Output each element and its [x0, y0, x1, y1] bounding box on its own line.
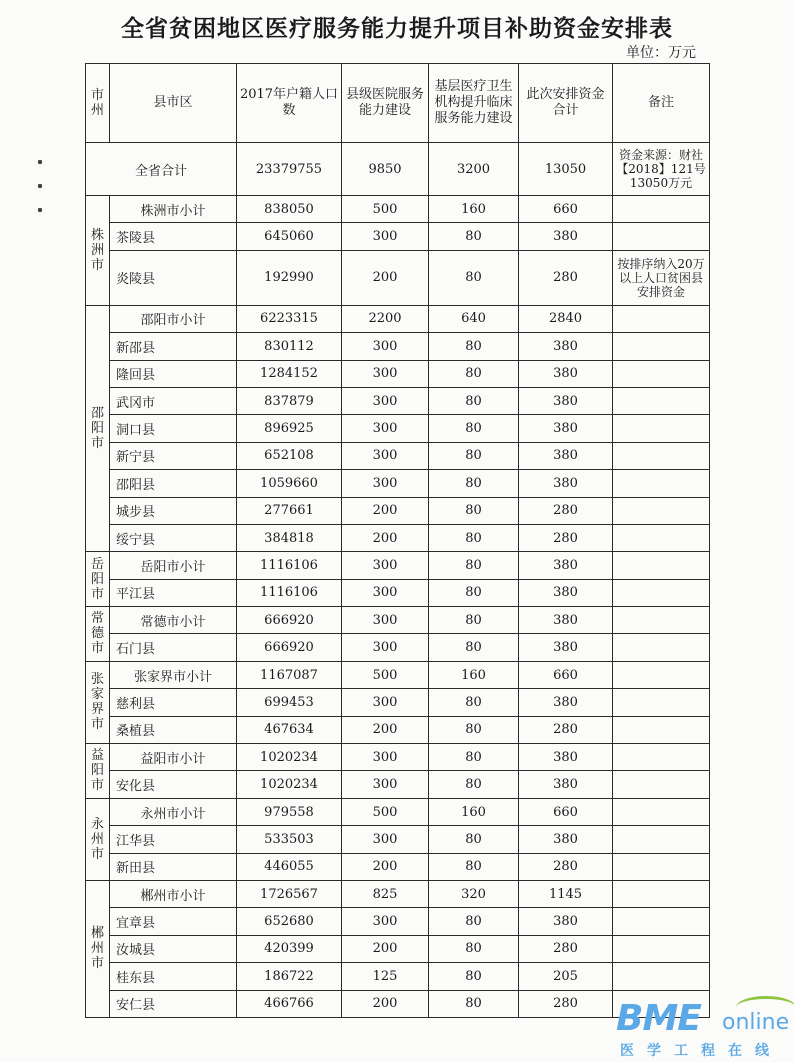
- note-cell: [613, 470, 710, 497]
- subtotal-name: 张家界市小计: [110, 661, 237, 688]
- population-cell: 186722: [237, 963, 342, 990]
- note-cell: [613, 798, 710, 825]
- province-note: 资金来源：财社【2018】121号13050万元: [613, 143, 710, 196]
- total-cell: 1145: [519, 880, 613, 907]
- hospital-cell: 300: [342, 470, 429, 497]
- total-cell: 380: [519, 826, 613, 853]
- subtotal-row: [86, 552, 710, 579]
- hospital-cell: 200: [342, 990, 429, 1017]
- population-cell: 467634: [237, 716, 342, 743]
- total-cell: 2840: [519, 305, 613, 332]
- county-row: [86, 935, 710, 962]
- city-cell: [86, 552, 110, 607]
- grassroots-cell: 80: [429, 716, 519, 743]
- population-cell: 420399: [237, 935, 342, 962]
- grassroots-cell: 80: [429, 634, 519, 661]
- county-row: [86, 223, 710, 250]
- population-cell: 1116106: [237, 579, 342, 606]
- note-cell: [613, 935, 710, 962]
- grassroots-cell: 640: [429, 305, 519, 332]
- hospital-cell: 300: [342, 744, 429, 771]
- grassroots-cell: 80: [429, 908, 519, 935]
- total-cell: 380: [519, 415, 613, 442]
- note-cell: [613, 963, 710, 990]
- total-cell: 380: [519, 607, 613, 634]
- total-cell: 280: [519, 716, 613, 743]
- allocation-table-wrapper: [85, 63, 709, 1018]
- note-cell: [613, 442, 710, 469]
- subtotal-row: [86, 607, 710, 634]
- county-name: 绥宁县: [110, 524, 237, 551]
- grassroots-cell: 80: [429, 607, 519, 634]
- total-cell: 280: [519, 250, 613, 305]
- hospital-cell: 200: [342, 716, 429, 743]
- unit-label: 单位：万元: [626, 45, 696, 61]
- header-city: 市州: [86, 64, 110, 143]
- county-name: 桂东县: [110, 963, 237, 990]
- city-cell: [86, 880, 110, 1017]
- hospital-cell: 300: [342, 360, 429, 387]
- watermark-logo: [616, 996, 792, 1060]
- subtotal-name: 郴州市小计: [110, 880, 237, 907]
- population-cell: 1167087: [237, 661, 342, 688]
- county-name: 平江县: [110, 579, 237, 606]
- county-name: 城步县: [110, 497, 237, 524]
- page-title: 全省贫困地区医疗服务能力提升项目补助资金安排表: [121, 16, 673, 42]
- hospital-cell: 200: [342, 853, 429, 880]
- note-cell: [613, 305, 710, 332]
- county-row: [86, 771, 710, 798]
- city-name: 岳阳市: [90, 556, 104, 602]
- population-cell: 1020234: [237, 744, 342, 771]
- population-cell: 466766: [237, 990, 342, 1017]
- header-grassroots: 基层医疗卫生机构提升临床服务能力建设: [429, 64, 519, 143]
- hospital-cell: 500: [342, 196, 429, 223]
- total-cell: 380: [519, 689, 613, 716]
- city-cell: [86, 196, 110, 306]
- grassroots-cell: 80: [429, 579, 519, 606]
- note-cell: [613, 333, 710, 360]
- note-cell: [613, 196, 710, 223]
- county-row: [86, 442, 710, 469]
- hospital-cell: 300: [342, 607, 429, 634]
- population-cell: 1059660: [237, 470, 342, 497]
- population-cell: 666920: [237, 634, 342, 661]
- county-row: [86, 387, 710, 414]
- hospital-cell: 300: [342, 579, 429, 606]
- total-cell: 660: [519, 798, 613, 825]
- subtotal-row: [86, 798, 710, 825]
- hospital-cell: 300: [342, 333, 429, 360]
- total-cell: 380: [519, 771, 613, 798]
- population-cell: 699453: [237, 689, 342, 716]
- total-cell: 660: [519, 196, 613, 223]
- population-cell: 666920: [237, 607, 342, 634]
- county-name: 邵阳县: [110, 470, 237, 497]
- city-name: 永州市: [90, 816, 104, 862]
- population-cell: 533503: [237, 826, 342, 853]
- logo-suffix: online: [722, 1010, 790, 1035]
- total-cell: 380: [519, 579, 613, 606]
- scan-marks: [38, 160, 46, 232]
- city-name: 株洲市: [90, 227, 104, 273]
- grassroots-cell: 160: [429, 196, 519, 223]
- county-row: [86, 360, 710, 387]
- grassroots-cell: 80: [429, 442, 519, 469]
- county-name: 安化县: [110, 771, 237, 798]
- hospital-cell: 500: [342, 798, 429, 825]
- population-cell: 652108: [237, 442, 342, 469]
- county-name: 汝城县: [110, 935, 237, 962]
- grassroots-cell: 80: [429, 963, 519, 990]
- subtotal-row: [86, 744, 710, 771]
- hospital-cell: 300: [342, 442, 429, 469]
- subtotal-row: [86, 880, 710, 907]
- logo-subtitle: 医学工程在线: [620, 1043, 782, 1059]
- county-name: 武冈市: [110, 387, 237, 414]
- total-cell: 280: [519, 524, 613, 551]
- total-cell: 380: [519, 470, 613, 497]
- table-body: [86, 143, 710, 1018]
- city-name: 常德市: [90, 611, 104, 657]
- note-cell: [613, 607, 710, 634]
- note-cell: [613, 387, 710, 414]
- total-cell: 380: [519, 634, 613, 661]
- county-row: [86, 524, 710, 551]
- total-cell: 380: [519, 223, 613, 250]
- total-cell: 380: [519, 360, 613, 387]
- hospital-cell: 825: [342, 880, 429, 907]
- note-cell: [613, 880, 710, 907]
- header-row: [86, 64, 710, 143]
- hospital-cell: 300: [342, 689, 429, 716]
- province-total: 13050: [519, 143, 613, 196]
- city-name: 张家界市: [90, 672, 104, 733]
- province-hospital: 9850: [342, 143, 429, 196]
- city-cell: [86, 305, 110, 552]
- county-row: [86, 908, 710, 935]
- population-cell: 896925: [237, 415, 342, 442]
- county-row: [86, 579, 710, 606]
- grassroots-cell: 80: [429, 223, 519, 250]
- total-cell: 205: [519, 963, 613, 990]
- note-cell: [613, 497, 710, 524]
- hospital-cell: 200: [342, 250, 429, 305]
- scan-mark: [38, 160, 42, 164]
- county-name: 炎陵县: [110, 250, 237, 305]
- scan-mark: [38, 208, 42, 212]
- population-cell: 1284152: [237, 360, 342, 387]
- population-cell: 277661: [237, 497, 342, 524]
- subtotal-name: 株洲市小计: [110, 196, 237, 223]
- grassroots-cell: 160: [429, 798, 519, 825]
- total-cell: 660: [519, 661, 613, 688]
- hospital-cell: 200: [342, 524, 429, 551]
- province-population: 23379755: [237, 143, 342, 196]
- subtotal-row: [86, 661, 710, 688]
- total-cell: 380: [519, 744, 613, 771]
- county-name: 新田县: [110, 853, 237, 880]
- province-total-row: [86, 143, 710, 196]
- population-cell: 1726567: [237, 880, 342, 907]
- grassroots-cell: 80: [429, 853, 519, 880]
- grassroots-cell: 80: [429, 935, 519, 962]
- grassroots-cell: 80: [429, 689, 519, 716]
- hospital-cell: 300: [342, 223, 429, 250]
- county-row: [86, 826, 710, 853]
- county-row: [86, 470, 710, 497]
- hospital-cell: 200: [342, 497, 429, 524]
- population-cell: 446055: [237, 853, 342, 880]
- county-row: [86, 634, 710, 661]
- note-cell: [613, 415, 710, 442]
- city-name: 郴州市: [90, 926, 104, 972]
- hospital-cell: 300: [342, 387, 429, 414]
- county-name: 宜章县: [110, 908, 237, 935]
- note-cell: [613, 689, 710, 716]
- note-cell: [613, 908, 710, 935]
- population-cell: 6223315: [237, 305, 342, 332]
- note-cell: [613, 771, 710, 798]
- total-cell: 380: [519, 442, 613, 469]
- hospital-cell: 300: [342, 826, 429, 853]
- subtotal-name: 常德市小计: [110, 607, 237, 634]
- hospital-cell: 200: [342, 935, 429, 962]
- county-row: [86, 963, 710, 990]
- total-cell: 380: [519, 908, 613, 935]
- total-cell: 380: [519, 333, 613, 360]
- total-cell: 380: [519, 387, 613, 414]
- county-row: [86, 497, 710, 524]
- subtotal-name: 邵阳市小计: [110, 305, 237, 332]
- county-name: 江华县: [110, 826, 237, 853]
- county-row: [86, 333, 710, 360]
- note-cell: [613, 634, 710, 661]
- grassroots-cell: 80: [429, 990, 519, 1017]
- grassroots-cell: 80: [429, 552, 519, 579]
- grassroots-cell: 80: [429, 250, 519, 305]
- province-label: 全省合计: [86, 143, 237, 196]
- population-cell: 1116106: [237, 552, 342, 579]
- grassroots-cell: 80: [429, 497, 519, 524]
- note-cell: [613, 744, 710, 771]
- county-name: 茶陵县: [110, 223, 237, 250]
- hospital-cell: 300: [342, 634, 429, 661]
- subtotal-name: 岳阳市小计: [110, 552, 237, 579]
- hospital-cell: 300: [342, 415, 429, 442]
- note-cell: [613, 360, 710, 387]
- header-population: 2017年户籍人口数: [237, 64, 342, 143]
- county-name: 新宁县: [110, 442, 237, 469]
- grassroots-cell: 80: [429, 387, 519, 414]
- grassroots-cell: 320: [429, 880, 519, 907]
- note-cell: 按排序纳入20万以上人口贫困县安排资金: [613, 250, 710, 305]
- city-name: 邵阳市: [90, 406, 104, 452]
- grassroots-cell: 80: [429, 333, 519, 360]
- total-cell: 280: [519, 497, 613, 524]
- city-cell: [86, 798, 110, 880]
- county-name: 新邵县: [110, 333, 237, 360]
- scan-mark: [38, 184, 42, 188]
- note-cell: [613, 223, 710, 250]
- header-total: 此次安排资金合计: [519, 64, 613, 143]
- hospital-cell: 300: [342, 908, 429, 935]
- note-cell: [613, 552, 710, 579]
- hospital-cell: 2200: [342, 305, 429, 332]
- county-name: 安仁县: [110, 990, 237, 1017]
- header-note: 备注: [613, 64, 710, 143]
- grassroots-cell: 80: [429, 415, 519, 442]
- population-cell: 830112: [237, 333, 342, 360]
- county-row: [86, 716, 710, 743]
- hospital-cell: 300: [342, 552, 429, 579]
- city-name: 益阳市: [90, 748, 104, 794]
- population-cell: 1020234: [237, 771, 342, 798]
- city-cell: [86, 661, 110, 743]
- county-row: [86, 250, 710, 305]
- logo-brand: BME: [616, 998, 701, 1039]
- county-row: [86, 415, 710, 442]
- allocation-table: [85, 63, 710, 1018]
- total-cell: 280: [519, 935, 613, 962]
- grassroots-cell: 80: [429, 826, 519, 853]
- grassroots-cell: 80: [429, 744, 519, 771]
- population-cell: 192990: [237, 250, 342, 305]
- note-cell: [613, 661, 710, 688]
- header-county: 县市区: [110, 64, 237, 143]
- county-row: [86, 689, 710, 716]
- population-cell: 838050: [237, 196, 342, 223]
- subtotal-row: [86, 305, 710, 332]
- subtotal-row: [86, 196, 710, 223]
- county-name: 洞口县: [110, 415, 237, 442]
- county-name: 隆回县: [110, 360, 237, 387]
- note-cell: [613, 579, 710, 606]
- grassroots-cell: 160: [429, 661, 519, 688]
- population-cell: 979558: [237, 798, 342, 825]
- grassroots-cell: 80: [429, 771, 519, 798]
- population-cell: 652680: [237, 908, 342, 935]
- population-cell: 384818: [237, 524, 342, 551]
- subtotal-name: 益阳市小计: [110, 744, 237, 771]
- county-name: 慈利县: [110, 689, 237, 716]
- total-cell: 380: [519, 552, 613, 579]
- hospital-cell: 125: [342, 963, 429, 990]
- grassroots-cell: 80: [429, 524, 519, 551]
- total-cell: 280: [519, 853, 613, 880]
- population-cell: 645060: [237, 223, 342, 250]
- note-cell: [613, 524, 710, 551]
- hospital-cell: 500: [342, 661, 429, 688]
- subtotal-name: 永州市小计: [110, 798, 237, 825]
- grassroots-cell: 80: [429, 470, 519, 497]
- note-cell: [613, 826, 710, 853]
- note-cell: [613, 716, 710, 743]
- province-grassroots: 3200: [429, 143, 519, 196]
- header-hospital: 县级医院服务能力建设: [342, 64, 429, 143]
- city-cell: [86, 607, 110, 662]
- total-cell: 280: [519, 990, 613, 1017]
- hospital-cell: 300: [342, 771, 429, 798]
- county-name: 桑植县: [110, 716, 237, 743]
- population-cell: 837879: [237, 387, 342, 414]
- grassroots-cell: 80: [429, 360, 519, 387]
- county-row: [86, 853, 710, 880]
- city-cell: [86, 744, 110, 799]
- note-cell: [613, 853, 710, 880]
- county-name: 石门县: [110, 634, 237, 661]
